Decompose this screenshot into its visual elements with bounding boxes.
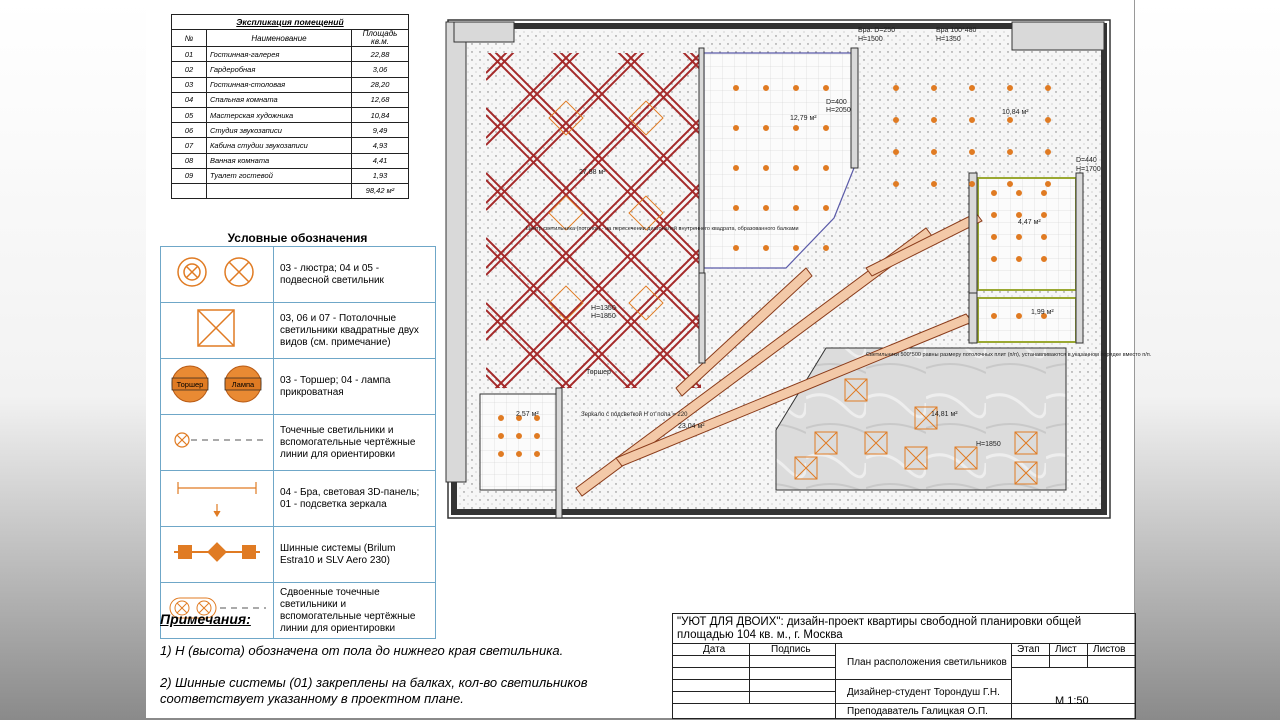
explication-row (172, 123, 409, 138)
explication-cell-name: Гостинная-галерея (207, 47, 352, 62)
d440-label: D=440 (1076, 157, 1097, 164)
explication-cell-name: Студия звукозаписи (207, 123, 352, 138)
area-label: 12,79 м² (790, 115, 817, 122)
legend-text-1: 03 - люстра; 04 и 05 - подвесной светильник (274, 247, 436, 303)
spotlight-icon (1008, 86, 1013, 91)
explication-cell-num: 07 (172, 138, 207, 153)
lamp-symbol-label: Лампа (231, 380, 255, 389)
spotlight-icon (1042, 213, 1047, 218)
spotlight-icon (734, 206, 739, 211)
area-label: 10,84 м² (1002, 109, 1029, 116)
total-area: 98,42 м² (352, 183, 409, 198)
center-note: Центр светильника (потолок) - на пересечении диагоналей внутреннего квадрата, образованного балками (526, 226, 799, 232)
note-1: 1) Н (высота) обозначена от пола до нижнего края светильника. (160, 643, 564, 658)
spotlight-icon (1042, 191, 1047, 196)
explication-cell-area: 12,68 (352, 92, 409, 107)
spotlight-icon (894, 150, 899, 155)
spotlight-icon (794, 246, 799, 251)
col-name: Наименование (207, 30, 352, 47)
col-num: № (172, 30, 207, 47)
explication-cell-name: Кабина студии звукозаписи (207, 138, 352, 153)
spotlight-icon (824, 166, 829, 171)
explication-cell-num: 09 (172, 168, 207, 183)
legend-text-4: Точечные светильники и вспомогательные чертёжные линии для ориентировки (274, 415, 436, 471)
explication-cell-area: 4,93 (352, 138, 409, 153)
spotlight-icon (734, 126, 739, 131)
legend-text-3: 03 - Торшер; 04 - лампа прикроватная (274, 359, 436, 415)
spotlight-icon (1017, 235, 1022, 240)
d400-label: D=400 (826, 99, 847, 106)
spotlight-icon (794, 166, 799, 171)
track-system-symbol (161, 527, 274, 583)
legend-title: Условные обозначения (227, 231, 368, 245)
room-1-99 (978, 298, 1076, 342)
legend-text-2: 03, 06 и 07 - Потолочные светильники квадратные двух видов (см. примечание) (274, 303, 436, 359)
explication-cell-area: 4,41 (352, 153, 409, 168)
spotlight-icon (764, 86, 769, 91)
spotlight-icon (535, 452, 540, 457)
spotlight-icon (764, 126, 769, 131)
floor-lamp-symbol (161, 359, 274, 415)
spotlight-icon (1008, 150, 1013, 155)
spotlight-icon (894, 182, 899, 187)
explication-cell-num: 02 (172, 62, 207, 77)
sheets-label: Листов (1093, 644, 1126, 655)
sheet-label: Лист (1055, 644, 1077, 655)
spotlight-icon (970, 150, 975, 155)
spotlight-icon (1017, 314, 1022, 319)
col-date-label: Дата (703, 644, 726, 655)
bra1h-label: H=1500 (858, 36, 883, 43)
area-label: 14,81 м² (931, 411, 958, 418)
explication-row (172, 138, 409, 153)
explication-cell-num: 05 (172, 107, 207, 122)
spotlight-icon (1017, 191, 1022, 196)
spotlight-symbol (161, 415, 274, 471)
explication-cell-num: 08 (172, 153, 207, 168)
explication-cell-area: 1,93 (352, 168, 409, 183)
spotlight-icon (535, 434, 540, 439)
floor-plan (446, 18, 1152, 573)
bra2-label: Бра 100*480 (936, 27, 977, 34)
spotlight-icon (1008, 118, 1013, 123)
explication-cell-name: Гостинная-столовая (207, 77, 352, 92)
scale-label: М 1:50 (1055, 695, 1089, 707)
explication-cell-name: Спальная комната (207, 92, 352, 107)
bra1-label: Бра: D=250 (858, 27, 896, 34)
explication-row (172, 107, 409, 122)
area-label: 4,47 м² (1018, 219, 1041, 226)
explication-cell-name: Гардеробная (207, 62, 352, 77)
spotlight-icon (1046, 86, 1051, 91)
spotlight-icon (734, 246, 739, 251)
explication-cell-area: 9,49 (352, 123, 409, 138)
teacher-name: Преподаватель Галицкая О.П. (847, 706, 988, 717)
explication-table (171, 14, 409, 199)
notes-title: Примечания: (160, 611, 251, 627)
spotlight-icon (1046, 150, 1051, 155)
explication-cell-name: Ванная комната (207, 153, 352, 168)
sconce-symbol (161, 471, 274, 527)
torsher-symbol-label: Торшер (176, 380, 204, 389)
spotlight-icon (499, 434, 504, 439)
spotlight-icon (734, 166, 739, 171)
explication-cell-area: 10,84 (352, 107, 409, 122)
spotlight-icon (1042, 235, 1047, 240)
ceiling-light-symbol (161, 303, 274, 359)
mirror-note: Зеркало с подсветкой Н от пола = 220 (581, 412, 688, 418)
spotlight-icon (499, 452, 504, 457)
spotlight-icon (970, 86, 975, 91)
explication-row (172, 168, 409, 183)
legend-text-6: Шинные системы (Brilum Estra10 и SLV Aero 230) (274, 527, 436, 583)
spotlight-icon (1008, 182, 1013, 187)
spotlight-icon (824, 246, 829, 251)
h1700-label: H=1700 (1076, 166, 1101, 173)
spotlight-icon (517, 434, 522, 439)
explication-row (172, 77, 409, 92)
spotlight-icon (824, 206, 829, 211)
chandelier-symbol (161, 247, 274, 303)
room-2-57 (480, 394, 556, 490)
area-label: 1,99 м² (1031, 309, 1054, 316)
spotlight-icon (764, 206, 769, 211)
sheet-name: План расположения светильников (847, 657, 1007, 668)
spotlight-icon (970, 118, 975, 123)
spotlight-icon (932, 86, 937, 91)
legend-text-5: 04 - Бра, световая 3D-панель; 01 - подсветка зеркала (274, 471, 436, 527)
spotlight-icon (1046, 118, 1051, 123)
spotlight-icon (894, 86, 899, 91)
spotlight-icon (932, 182, 937, 187)
area-label: 2,57 м² (516, 411, 539, 418)
explication-cell-num: 01 (172, 47, 207, 62)
spotlight-icon (499, 416, 504, 421)
spotlight-icon (894, 118, 899, 123)
explication-cell-area: 22,88 (352, 47, 409, 62)
spotlight-icon (824, 126, 829, 131)
stage-label: Этап (1017, 644, 1040, 655)
h1350-label: H=1350 (591, 305, 616, 312)
h1850b-label: H=1850 (976, 441, 1001, 448)
title-block (672, 613, 1136, 719)
explication-title: Экспликация помещений (172, 15, 409, 30)
bra2h-label: H=1350 (936, 36, 961, 43)
spotlight-icon (794, 206, 799, 211)
h2050-label: H=2050 (826, 107, 851, 114)
explication-row (172, 47, 409, 62)
torsher-label: Торшер (586, 369, 611, 376)
legend-text-7: Сдвоенные точечные светильники и вспомогательные чертёжные линии для ориентировки (274, 583, 436, 639)
spotlight-icon (970, 182, 975, 187)
spotlight-icon (1017, 213, 1022, 218)
explication-cell-area: 28,20 (352, 77, 409, 92)
spotlight-icon (932, 118, 937, 123)
project-title: "УЮТ ДЛЯ ДВОИХ": дизайн-проект квартиры свободной планировки общей площадью 104 кв. м., г. Москва (677, 616, 1082, 641)
spotlight-icon (517, 452, 522, 457)
spotlight-icon (764, 166, 769, 171)
explication-cell-num: 06 (172, 123, 207, 138)
explication-row (172, 62, 409, 77)
explication-cell-name: Мастерская художника (207, 107, 352, 122)
explication-row (172, 153, 409, 168)
explication-cell-num: 03 (172, 77, 207, 92)
spotlight-icon (992, 191, 997, 196)
spotlight-icon (992, 213, 997, 218)
spotlight-icon (764, 246, 769, 251)
area-label: 27,88 м² (579, 169, 606, 176)
spotlight-icon (824, 86, 829, 91)
spotlight-icon (794, 86, 799, 91)
spotlight-icon (1042, 257, 1047, 262)
spotlight-icon (1017, 257, 1022, 262)
spotlight-icon (992, 235, 997, 240)
spotlight-icon (734, 86, 739, 91)
explication-cell-area: 3,06 (352, 62, 409, 77)
explication-cell-num: 04 (172, 92, 207, 107)
explication-cell-name: Туалет гостевой (207, 168, 352, 183)
col-sign-label: Подпись (771, 644, 811, 655)
area-label: 23,04 м² (678, 423, 705, 430)
note-2: 2) Шинные системы (01) закреплены на балках, кол-во светильников соответствует указанному в проектном плане. (160, 675, 588, 706)
col-area: Площадь кв.м. (352, 30, 409, 47)
h1850-label: H=1850 (591, 313, 616, 320)
designer-name: Дизайнер-студент Торондуш Г.Н. (847, 687, 1000, 698)
legend-table (160, 246, 436, 639)
explication-row (172, 92, 409, 107)
panel-note: Светильники 500*500 равны размеру потолочных плит (п/п), устанавливаются в указанном порядке вместо п/п. (866, 352, 1152, 358)
spotlight-icon (932, 150, 937, 155)
spotlight-icon (1046, 182, 1051, 187)
spotlight-icon (794, 126, 799, 131)
spotlight-icon (992, 257, 997, 262)
spotlight-icon (992, 314, 997, 319)
